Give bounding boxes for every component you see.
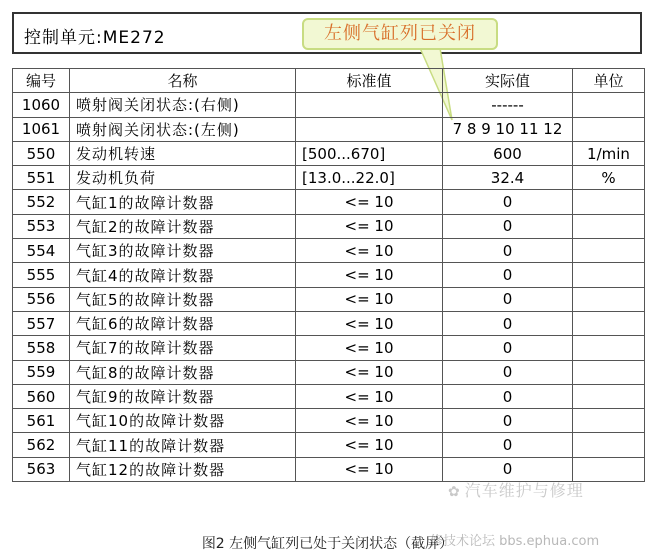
row-unit [573,214,645,238]
row-standard: <= 10 [296,311,443,335]
row-name: 气缸7的故障计数器 [70,336,296,360]
row-unit [573,239,645,263]
row-number: 550 [13,141,70,165]
row-standard: <= 10 [296,263,443,287]
row-number: 560 [13,384,70,408]
table-row [13,93,645,117]
table-row [13,360,645,384]
row-unit: 1/min [573,141,645,165]
table-row [13,433,645,457]
row-name: 发动机转速 [70,141,296,165]
row-number: 551 [13,166,70,190]
table-row [13,336,645,360]
table-row [13,409,645,433]
row-unit [573,190,645,214]
table-row [13,239,645,263]
row-actual: ------ [443,93,573,117]
row-standard [296,117,443,141]
row-standard: <= 10 [296,190,443,214]
row-name: 气缸12的故障计数器 [70,457,296,481]
row-name: 喷射阀关闭状态:(右侧) [70,93,296,117]
row-unit [573,93,645,117]
row-actual: 0 [443,287,573,311]
row-name: 气缸3的故障计数器 [70,239,296,263]
table-header-row [13,69,645,93]
row-actual: 32.4 [443,166,573,190]
figure-caption: 图2 左侧气缸列已处于关闭状态（截屏） [201,536,454,552]
row-number: 552 [13,190,70,214]
table-row [13,141,645,165]
table-row [13,287,645,311]
row-unit [573,311,645,335]
row-standard: [13.0...22.0] [296,166,443,190]
row-standard: <= 10 [296,433,443,457]
row-unit [573,287,645,311]
row-standard: <= 10 [296,409,443,433]
row-number: 555 [13,263,70,287]
row-actual: 0 [443,409,573,433]
row-name: 气缸6的故障计数器 [70,311,296,335]
row-standard: <= 10 [296,239,443,263]
watermark-text: 汽车维护与修理 [464,481,584,500]
control-unit-title: 控制单元:ME272 [24,28,166,48]
data-table [12,68,645,482]
row-number: 556 [13,287,70,311]
row-standard: <= 10 [296,336,443,360]
row-actual: 0 [443,336,573,360]
row-number: 554 [13,239,70,263]
row-number: 553 [13,214,70,238]
row-name: 气缸11的故障计数器 [70,433,296,457]
row-standard: [500...670] [296,141,443,165]
row-name: 气缸1的故障计数器 [70,190,296,214]
row-actual: 600 [443,141,573,165]
row-actual: 0 [443,239,573,263]
row-standard: <= 10 [296,287,443,311]
row-number: 1061 [13,117,70,141]
row-unit: % [573,166,645,190]
row-number: 557 [13,311,70,335]
table-row [13,311,645,335]
row-actual: 0 [443,360,573,384]
row-standard: <= 10 [296,384,443,408]
row-name: 气缸2的故障计数器 [70,214,296,238]
wechat-icon: ✿ [448,484,461,500]
row-standard: <= 10 [296,214,443,238]
row-number: 558 [13,336,70,360]
table-row [13,190,645,214]
row-number: 563 [13,457,70,481]
row-unit [573,384,645,408]
row-actual: 0 [443,190,573,214]
row-number: 562 [13,433,70,457]
callout-text: 左侧气缸列已关闭 [324,23,476,44]
column-header-name: 名称 [70,69,296,93]
row-standard [296,93,443,117]
row-unit [573,117,645,141]
row-number: 559 [13,360,70,384]
row-actual: 0 [443,457,573,481]
row-unit [573,263,645,287]
table-row [13,117,645,141]
row-number: 561 [13,409,70,433]
row-name: 发动机负荷 [70,166,296,190]
column-header-unit: 单位 [573,69,645,93]
row-unit [573,360,645,384]
row-unit [573,433,645,457]
row-standard: <= 10 [296,360,443,384]
row-standard: <= 10 [296,457,443,481]
row-actual: 0 [443,263,573,287]
callout-bubble [302,18,498,50]
row-actual: 7 8 9 10 11 12 [443,117,573,141]
column-header-number: 编号 [13,69,70,93]
column-header-actual: 实际值 [443,69,573,93]
row-actual: 0 [443,384,573,408]
table-row [13,263,645,287]
row-number: 1060 [13,93,70,117]
row-name: 气缸8的故障计数器 [70,360,296,384]
row-actual: 0 [443,311,573,335]
row-name: 气缸4的故障计数器 [70,263,296,287]
row-actual: 0 [443,214,573,238]
row-unit [573,409,645,433]
row-name: 气缸10的故障计数器 [70,409,296,433]
row-name: 气缸9的故障计数器 [70,384,296,408]
row-name: 气缸5的故障计数器 [70,287,296,311]
row-unit [573,336,645,360]
table-row [13,166,645,190]
table-row [13,384,645,408]
column-header-standard: 标准值 [296,69,443,93]
watermark-site: 修技术论坛 bbs.ephua.com [430,534,600,549]
watermark [448,478,584,501]
row-name: 喷射阀关闭状态:(左侧) [70,117,296,141]
row-actual: 0 [443,433,573,457]
table-row [13,214,645,238]
